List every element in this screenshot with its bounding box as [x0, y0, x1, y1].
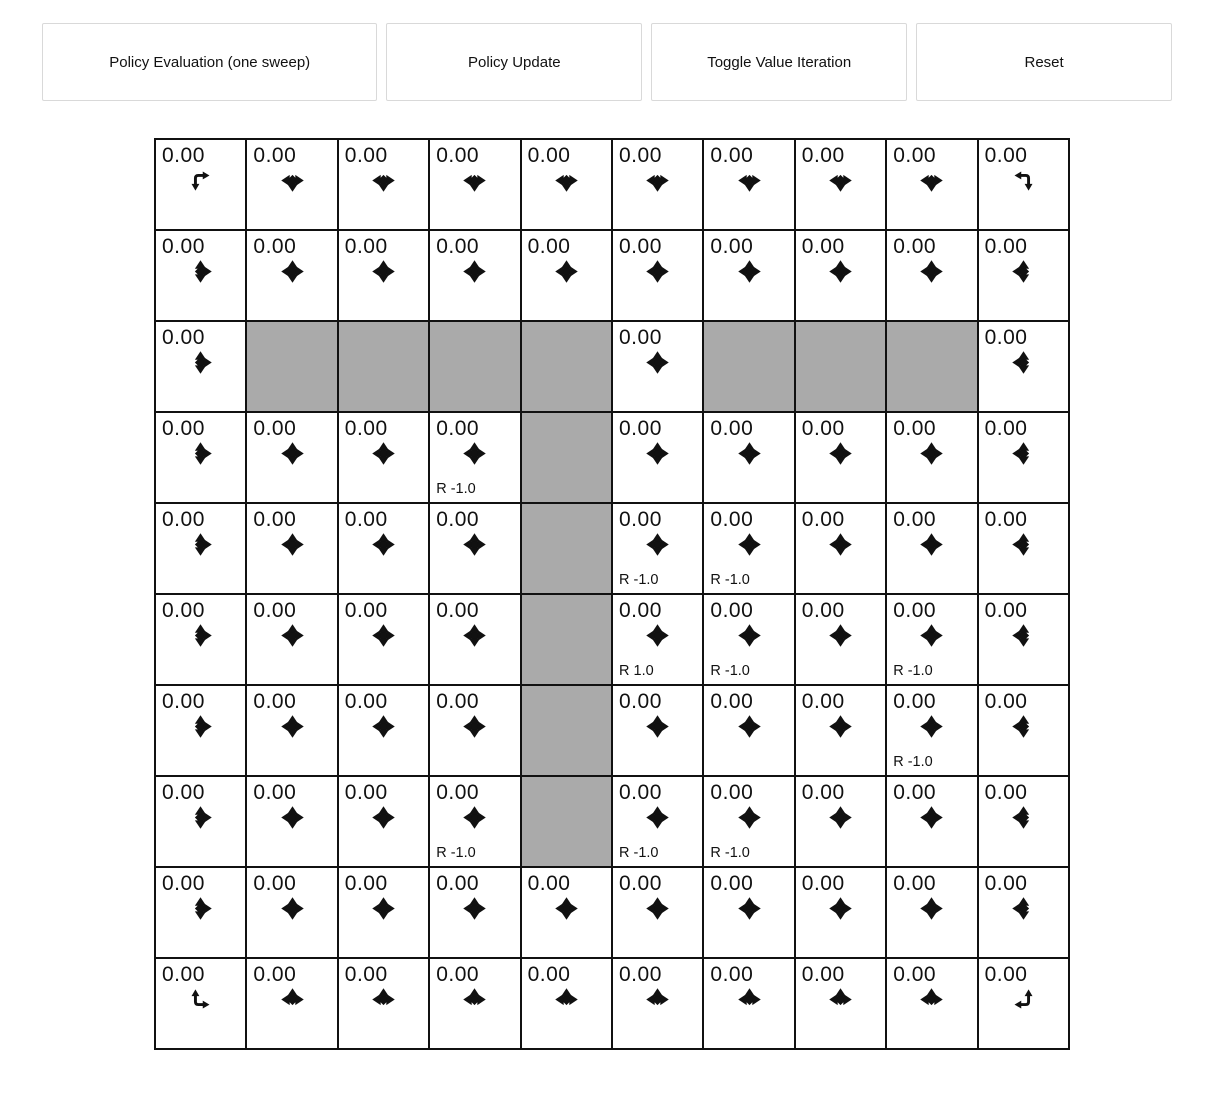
grid-cell: [704, 777, 795, 868]
grid-cell: [613, 959, 704, 1050]
wall-cell: [522, 595, 613, 686]
policy-all-directions-icon: [279, 622, 306, 649]
grid-cell: [613, 868, 704, 959]
grid-cell: [247, 413, 338, 504]
cell-value: 0.00: [436, 781, 480, 804]
cell-value: 0.00: [710, 872, 754, 895]
policy-all-directions-icon: [644, 713, 671, 740]
policy-all-directions-icon: [644, 895, 671, 922]
policy-all-directions-icon: [736, 713, 763, 740]
grid-cell: [156, 231, 247, 322]
cell-value: 0.00: [162, 235, 205, 258]
policy-all-directions-icon: [827, 622, 854, 649]
policy-left-right-down-icon: [918, 167, 945, 194]
cell-value: 0.00: [344, 963, 388, 986]
cell-value: 0.00: [344, 781, 388, 804]
wall-cell: [887, 322, 978, 413]
grid-cell: [887, 231, 978, 322]
policy-all-directions-icon: [461, 258, 488, 285]
policy-all-directions-icon: [918, 258, 945, 285]
cell-value: 0.00: [710, 781, 754, 804]
policy-all-directions-icon: [279, 713, 306, 740]
policy-all-directions-icon: [644, 622, 671, 649]
policy-left-right-up-icon: [461, 986, 488, 1013]
cell-reward: R -1.0: [710, 845, 750, 861]
policy-evaluation-button[interactable]: Policy Evaluation (one sweep): [42, 23, 377, 101]
grid-cell: [613, 777, 704, 868]
cell-reward: R -1.0: [619, 845, 659, 861]
grid-cell: [339, 413, 430, 504]
cell-value: 0.00: [893, 508, 937, 531]
policy-left-right-up-icon: [553, 986, 580, 1013]
grid-cell: [430, 868, 521, 959]
cell-value: 0.00: [527, 963, 571, 986]
cell-value: 0.00: [984, 872, 1028, 895]
grid-cell: [339, 504, 430, 595]
cell-value: 0.00: [436, 235, 480, 258]
policy-all-directions-icon: [736, 258, 763, 285]
policy-up-down-right-icon: [187, 895, 214, 922]
policy-all-directions-icon: [279, 895, 306, 922]
cell-value: 0.00: [801, 508, 845, 531]
cell-value: 0.00: [162, 599, 205, 622]
grid-cell: [522, 231, 613, 322]
cell-value: 0.00: [893, 144, 937, 167]
cell-value: 0.00: [436, 599, 480, 622]
cell-value: 0.00: [710, 235, 754, 258]
policy-all-directions-icon: [461, 895, 488, 922]
policy-all-directions-icon: [827, 440, 854, 467]
grid-cell: [979, 504, 1070, 595]
cell-value: 0.00: [436, 508, 480, 531]
grid-cell: [339, 959, 430, 1050]
cell-value: 0.00: [801, 417, 845, 440]
cell-value: 0.00: [253, 144, 297, 167]
cell-value: 0.00: [527, 872, 571, 895]
wall-cell: [796, 322, 887, 413]
cell-reward: R -1.0: [893, 754, 933, 770]
cell-value: 0.00: [253, 872, 297, 895]
policy-all-directions-icon: [736, 804, 763, 831]
grid-cell: [339, 140, 430, 231]
grid-cell: [704, 686, 795, 777]
grid-cell: [887, 959, 978, 1050]
wall-cell: [339, 322, 430, 413]
cell-value: 0.00: [344, 508, 388, 531]
cell-value: 0.00: [253, 599, 297, 622]
grid-cell: [247, 504, 338, 595]
cell-value: 0.00: [710, 963, 754, 986]
cell-value: 0.00: [344, 690, 388, 713]
cell-value: 0.00: [984, 781, 1028, 804]
policy-all-directions-icon: [644, 440, 671, 467]
policy-all-directions-icon: [370, 622, 397, 649]
cell-value: 0.00: [344, 872, 388, 895]
grid-cell: [339, 777, 430, 868]
cell-value: 0.00: [801, 690, 845, 713]
policy-all-directions-icon: [827, 713, 854, 740]
cell-value: 0.00: [619, 781, 662, 804]
grid-cell: [613, 322, 704, 413]
policy-left-right-down-icon: [279, 167, 306, 194]
cell-value: 0.00: [710, 508, 754, 531]
policy-left-down-icon: [1010, 167, 1037, 194]
policy-up-down-left-icon: [1010, 713, 1037, 740]
grid-cell: [704, 868, 795, 959]
policy-all-directions-icon: [827, 804, 854, 831]
grid-cell: [979, 231, 1070, 322]
cell-reward: R -1.0: [893, 663, 933, 679]
policy-all-directions-icon: [644, 349, 671, 376]
policy-all-directions-icon: [370, 895, 397, 922]
wall-cell: [704, 322, 795, 413]
grid-cell: [613, 686, 704, 777]
policy-left-right-up-icon: [918, 986, 945, 1013]
cell-value: 0.00: [344, 599, 388, 622]
cell-value: 0.00: [162, 690, 205, 713]
policy-all-directions-icon: [461, 440, 488, 467]
cell-value: 0.00: [344, 417, 388, 440]
grid-cell: [430, 140, 521, 231]
policy-all-directions-icon: [918, 440, 945, 467]
policy-down-right-icon: [187, 167, 214, 194]
policy-left-right-down-icon: [370, 167, 397, 194]
policy-all-directions-icon: [827, 895, 854, 922]
grid-cell: [613, 504, 704, 595]
toolbar: [42, 23, 1172, 101]
cell-value: 0.00: [527, 235, 571, 258]
grid-cell: [430, 231, 521, 322]
policy-all-directions-icon: [461, 531, 488, 558]
grid-cell: [796, 595, 887, 686]
cell-value: 0.00: [436, 963, 480, 986]
policy-all-directions-icon: [736, 895, 763, 922]
cell-value: 0.00: [801, 963, 845, 986]
toggle-value-iteration-button[interactable]: Toggle Value Iteration: [651, 23, 907, 101]
grid-cell: [156, 686, 247, 777]
grid-cell: [247, 231, 338, 322]
policy-up-down-right-icon: [187, 713, 214, 740]
cell-value: 0.00: [619, 963, 662, 986]
cell-value: 0.00: [162, 417, 205, 440]
grid-cell: [887, 777, 978, 868]
wall-cell: [430, 322, 521, 413]
cell-value: 0.00: [984, 508, 1028, 531]
grid-cell: [796, 413, 887, 504]
grid-cell: [522, 959, 613, 1050]
cell-value: 0.00: [984, 417, 1028, 440]
policy-all-directions-icon: [461, 804, 488, 831]
policy-all-directions-icon: [370, 804, 397, 831]
grid-cell: [430, 686, 521, 777]
grid-cell: [156, 777, 247, 868]
policy-all-directions-icon: [736, 440, 763, 467]
policy-all-directions-icon: [736, 622, 763, 649]
policy-all-directions-icon: [279, 258, 306, 285]
cell-value: 0.00: [436, 690, 480, 713]
policy-all-directions-icon: [461, 622, 488, 649]
cell-value: 0.00: [253, 508, 297, 531]
policy-up-down-left-icon: [1010, 258, 1037, 285]
grid-cell: [339, 231, 430, 322]
grid-cell: [247, 686, 338, 777]
cell-value: 0.00: [710, 690, 754, 713]
cell-value: 0.00: [984, 690, 1028, 713]
grid-cell: [979, 959, 1070, 1050]
policy-left-right-up-icon: [736, 986, 763, 1013]
cell-value: 0.00: [253, 690, 297, 713]
cell-value: 0.00: [344, 144, 388, 167]
policy-left-right-down-icon: [827, 167, 854, 194]
grid-cell: [796, 140, 887, 231]
policy-left-right-up-icon: [279, 986, 306, 1013]
policy-up-down-right-icon: [187, 531, 214, 558]
policy-all-directions-icon: [918, 531, 945, 558]
grid-cell: [704, 413, 795, 504]
policy-all-directions-icon: [644, 531, 671, 558]
policy-up-right-icon: [187, 986, 214, 1013]
wall-cell: [522, 504, 613, 595]
policy-up-down-right-icon: [187, 258, 214, 285]
grid-cell: [156, 140, 247, 231]
cell-value: 0.00: [984, 963, 1028, 986]
cell-value: 0.00: [162, 508, 205, 531]
cell-value: 0.00: [162, 781, 205, 804]
grid-cell: [796, 686, 887, 777]
cell-value: 0.00: [893, 599, 937, 622]
cell-value: 0.00: [619, 599, 662, 622]
grid-cell: [156, 504, 247, 595]
policy-all-directions-icon: [827, 531, 854, 558]
policy-update-button[interactable]: Policy Update: [386, 23, 642, 101]
policy-all-directions-icon: [279, 531, 306, 558]
cell-value: 0.00: [619, 235, 662, 258]
policy-up-down-right-icon: [187, 622, 214, 649]
cell-value: 0.00: [619, 690, 662, 713]
cell-value: 0.00: [162, 963, 205, 986]
policy-up-down-left-icon: [1010, 895, 1037, 922]
grid-cell: [339, 686, 430, 777]
cell-value: 0.00: [984, 235, 1028, 258]
grid-cell: [156, 595, 247, 686]
cell-value: 0.00: [710, 417, 754, 440]
policy-up-down-right-icon: [187, 440, 214, 467]
grid-cell: [704, 231, 795, 322]
cell-value: 0.00: [801, 781, 845, 804]
cell-value: 0.00: [619, 872, 662, 895]
policy-all-directions-icon: [644, 804, 671, 831]
grid-cell: [704, 959, 795, 1050]
policy-all-directions-icon: [553, 895, 580, 922]
wall-cell: [247, 322, 338, 413]
cell-reward: R -1.0: [619, 572, 659, 588]
cell-reward: R 1.0: [619, 663, 654, 679]
grid-cell: [887, 595, 978, 686]
cell-value: 0.00: [253, 417, 297, 440]
policy-up-down-left-icon: [1010, 622, 1037, 649]
cell-value: 0.00: [893, 690, 937, 713]
grid-cell: [979, 868, 1070, 959]
grid-cell: [522, 868, 613, 959]
policy-all-directions-icon: [370, 440, 397, 467]
grid-cell: [613, 140, 704, 231]
cell-value: 0.00: [619, 508, 662, 531]
cell-value: 0.00: [801, 599, 845, 622]
cell-value: 0.00: [253, 963, 297, 986]
policy-left-right-down-icon: [553, 167, 580, 194]
cell-value: 0.00: [253, 235, 297, 258]
cell-value: 0.00: [893, 417, 937, 440]
cell-reward: R -1.0: [710, 663, 750, 679]
wall-cell: [522, 322, 613, 413]
grid-cell: [156, 413, 247, 504]
cell-value: 0.00: [801, 235, 845, 258]
policy-left-right-down-icon: [461, 167, 488, 194]
policy-all-directions-icon: [827, 258, 854, 285]
grid-cell: [704, 140, 795, 231]
grid-cell: [704, 504, 795, 595]
policy-all-directions-icon: [644, 258, 671, 285]
grid-cell: [522, 140, 613, 231]
grid-cell: [979, 322, 1070, 413]
cell-value: 0.00: [984, 144, 1028, 167]
cell-value: 0.00: [984, 599, 1028, 622]
policy-all-directions-icon: [553, 258, 580, 285]
wall-cell: [522, 413, 613, 504]
grid-cell: [887, 413, 978, 504]
policy-up-down-left-icon: [1010, 804, 1037, 831]
grid-cell: [430, 595, 521, 686]
cell-reward: R -1.0: [436, 845, 476, 861]
grid-cell: [156, 868, 247, 959]
wall-cell: [522, 777, 613, 868]
cell-value: 0.00: [893, 781, 937, 804]
cell-value: 0.00: [801, 144, 845, 167]
cell-value: 0.00: [619, 144, 662, 167]
cell-value: 0.00: [710, 144, 754, 167]
policy-all-directions-icon: [461, 713, 488, 740]
policy-left-right-up-icon: [827, 986, 854, 1013]
grid-cell: [247, 595, 338, 686]
grid-cell: [704, 595, 795, 686]
grid-cell: [430, 504, 521, 595]
grid-cell: [979, 413, 1070, 504]
grid-cell: [979, 595, 1070, 686]
grid-cell: [887, 140, 978, 231]
grid-cell: [247, 777, 338, 868]
grid-cell: [796, 868, 887, 959]
cell-value: 0.00: [893, 235, 937, 258]
grid-cell: [247, 140, 338, 231]
grid-cell: [979, 686, 1070, 777]
cell-reward: R -1.0: [436, 481, 476, 497]
grid-cell: [430, 959, 521, 1050]
policy-up-down-left-icon: [1010, 440, 1037, 467]
policy-left-right-down-icon: [644, 167, 671, 194]
cell-value: 0.00: [162, 872, 205, 895]
grid-cell: [887, 504, 978, 595]
cell-value: 0.00: [436, 872, 480, 895]
cell-value: 0.00: [253, 781, 297, 804]
grid-cell: [796, 504, 887, 595]
grid-cell: [339, 595, 430, 686]
cell-value: 0.00: [893, 872, 937, 895]
grid-cell: [430, 777, 521, 868]
grid-cell: [247, 868, 338, 959]
policy-all-directions-icon: [279, 440, 306, 467]
cell-value: 0.00: [984, 326, 1028, 349]
policy-all-directions-icon: [918, 804, 945, 831]
grid-cell: [887, 686, 978, 777]
policy-all-directions-icon: [918, 895, 945, 922]
grid-cell: [156, 959, 247, 1050]
policy-left-right-up-icon: [370, 986, 397, 1013]
grid-cell: [613, 413, 704, 504]
grid-cell: [796, 777, 887, 868]
cell-value: 0.00: [436, 417, 480, 440]
policy-all-directions-icon: [279, 804, 306, 831]
cell-value: 0.00: [162, 326, 205, 349]
grid-cell: [796, 231, 887, 322]
cell-value: 0.00: [162, 144, 205, 167]
grid-cell: [979, 777, 1070, 868]
gridworld: [154, 138, 1070, 1050]
policy-up-down-left-icon: [1010, 531, 1037, 558]
policy-up-left-icon: [1010, 986, 1037, 1013]
policy-all-directions-icon: [370, 713, 397, 740]
policy-all-directions-icon: [736, 531, 763, 558]
policy-all-directions-icon: [370, 531, 397, 558]
cell-value: 0.00: [893, 963, 937, 986]
grid-cell: [613, 231, 704, 322]
cell-value: 0.00: [801, 872, 845, 895]
grid-cell: [430, 413, 521, 504]
grid-cell: [156, 322, 247, 413]
grid-cell: [247, 959, 338, 1050]
policy-left-right-up-icon: [644, 986, 671, 1013]
cell-value: 0.00: [619, 417, 662, 440]
cell-value: 0.00: [619, 326, 662, 349]
cell-value: 0.00: [710, 599, 754, 622]
wall-cell: [522, 686, 613, 777]
policy-left-right-down-icon: [736, 167, 763, 194]
cell-value: 0.00: [344, 235, 388, 258]
policy-up-down-right-icon: [187, 349, 214, 376]
policy-all-directions-icon: [370, 258, 397, 285]
grid-cell: [979, 140, 1070, 231]
cell-value: 0.00: [436, 144, 480, 167]
grid-cell: [339, 868, 430, 959]
reset-button[interactable]: Reset: [916, 23, 1172, 101]
cell-reward: R -1.0: [710, 572, 750, 588]
policy-up-down-right-icon: [187, 804, 214, 831]
policy-up-down-left-icon: [1010, 349, 1037, 376]
grid-cell: [887, 868, 978, 959]
policy-all-directions-icon: [918, 622, 945, 649]
cell-value: 0.00: [527, 144, 571, 167]
policy-all-directions-icon: [918, 713, 945, 740]
grid-cell: [796, 959, 887, 1050]
grid-cell: [613, 595, 704, 686]
